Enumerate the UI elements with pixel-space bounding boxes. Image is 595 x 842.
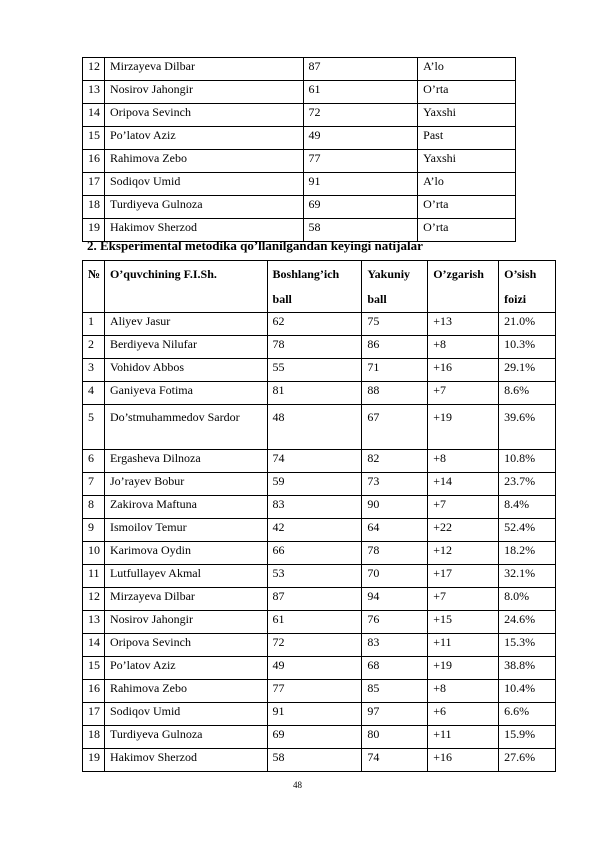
initial-score-cell: 59 (267, 473, 362, 496)
table-row (83, 336, 556, 359)
student-name-cell: Po’latov Aziz (104, 657, 267, 680)
student-name-cell: Mirzayeva Dilbar (104, 588, 267, 611)
row-number-cell: 19 (83, 219, 105, 242)
change-cell: +16 (428, 359, 499, 382)
growth-percent-cell: 10.4% (499, 680, 556, 703)
page-number: 48 (293, 780, 302, 790)
student-name-cell: Zakirova Maftuna (104, 496, 267, 519)
growth-percent-cell: 8.4% (499, 496, 556, 519)
score-cell: 69 (303, 196, 418, 219)
row-number-cell: 14 (83, 634, 105, 657)
table-row (83, 382, 556, 405)
student-name-cell: Turdiyeva Gulnoza (104, 726, 267, 749)
table-row (83, 496, 556, 519)
student-name-cell: Po’latov Aziz (104, 127, 303, 150)
growth-percent-cell: 10.8% (499, 450, 556, 473)
score-cell: 49 (303, 127, 418, 150)
grade-cell: O’rta (418, 196, 516, 219)
growth-percent-cell: 15.9% (499, 726, 556, 749)
student-name-cell: Turdiyeva Gulnoza (104, 196, 303, 219)
final-score-cell: 90 (362, 496, 428, 519)
table-row (83, 405, 556, 450)
row-number-cell: 18 (83, 726, 105, 749)
final-score-cell: 82 (362, 450, 428, 473)
final-score-cell: 76 (362, 611, 428, 634)
final-score-cell: 71 (362, 359, 428, 382)
table-row (83, 519, 556, 542)
table-row (83, 565, 556, 588)
initial-score-cell: 77 (267, 680, 362, 703)
table-row (83, 150, 516, 173)
table-row (83, 58, 516, 81)
grades-table-continued (82, 57, 516, 242)
initial-score-cell: 49 (267, 657, 362, 680)
growth-percent-cell: 32.1% (499, 565, 556, 588)
final-score-cell: 68 (362, 657, 428, 680)
student-name-cell: Berdiyeva Nilufar (104, 336, 267, 359)
student-name-cell: Do’stmuhammedov Sardor (104, 405, 267, 450)
results-header-row (83, 261, 556, 313)
table-row (83, 359, 556, 382)
final-score-cell: 75 (362, 313, 428, 336)
row-number-cell: 10 (83, 542, 105, 565)
row-number-cell: 2 (83, 336, 105, 359)
change-cell: +7 (428, 496, 499, 519)
section-title: 2. Eksperimental metodika qo’llanilgandan keyingi natijalar (87, 238, 423, 253)
row-number-cell: 9 (83, 519, 105, 542)
header-initial-score: Boshlang’ich ball (267, 261, 362, 313)
header-final-score: Yakuniy ball (362, 261, 428, 313)
final-score-cell: 80 (362, 726, 428, 749)
growth-percent-cell: 38.8% (499, 657, 556, 680)
table-row (83, 196, 516, 219)
change-cell: +16 (428, 749, 499, 772)
final-score-cell: 86 (362, 336, 428, 359)
row-number-cell: 12 (83, 58, 105, 81)
row-number-cell: 11 (83, 565, 105, 588)
growth-percent-cell: 10.3% (499, 336, 556, 359)
student-name-cell: Nosirov Jahongir (104, 81, 303, 104)
student-name-cell: Sodiqov Umid (104, 703, 267, 726)
change-cell: +11 (428, 726, 499, 749)
change-cell: +8 (428, 450, 499, 473)
growth-percent-cell: 24.6% (499, 611, 556, 634)
student-name-cell: Vohidov Abbos (104, 359, 267, 382)
score-cell: 77 (303, 150, 418, 173)
row-number-cell: 17 (83, 703, 105, 726)
student-name-cell: Sodiqov Umid (104, 173, 303, 196)
growth-percent-cell: 21.0% (499, 313, 556, 336)
row-number-cell: 15 (83, 657, 105, 680)
initial-score-cell: 72 (267, 634, 362, 657)
initial-score-cell: 83 (267, 496, 362, 519)
results-table-body (83, 313, 556, 772)
final-score-cell: 78 (362, 542, 428, 565)
grade-cell: A’lo (418, 173, 516, 196)
results-table (82, 260, 556, 772)
initial-score-cell: 66 (267, 542, 362, 565)
table-row (83, 104, 516, 127)
row-number-cell: 8 (83, 496, 105, 519)
row-number-cell: 17 (83, 173, 105, 196)
change-cell: +12 (428, 542, 499, 565)
student-name-cell: Mirzayeva Dilbar (104, 58, 303, 81)
student-name-cell: Nosirov Jahongir (104, 611, 267, 634)
header-change: O’zgarish (428, 261, 499, 313)
row-number-cell: 16 (83, 150, 105, 173)
initial-score-cell: 74 (267, 450, 362, 473)
final-score-cell: 73 (362, 473, 428, 496)
row-number-cell: 1 (83, 313, 105, 336)
grade-cell: O’rta (418, 81, 516, 104)
table-row (83, 749, 556, 772)
table-row (83, 173, 516, 196)
change-cell: +22 (428, 519, 499, 542)
final-score-cell: 70 (362, 565, 428, 588)
table-row (83, 611, 556, 634)
table-row (83, 542, 556, 565)
change-cell: +11 (428, 634, 499, 657)
final-score-cell: 74 (362, 749, 428, 772)
growth-percent-cell: 23.7% (499, 473, 556, 496)
student-name-cell: Oripova Sevinch (104, 634, 267, 657)
initial-score-cell: 61 (267, 611, 362, 634)
student-name-cell: Hakimov Sherzod (104, 749, 267, 772)
change-cell: +7 (428, 382, 499, 405)
initial-score-cell: 58 (267, 749, 362, 772)
initial-score-cell: 53 (267, 565, 362, 588)
score-cell: 72 (303, 104, 418, 127)
table-row (83, 473, 556, 496)
row-number-cell: 14 (83, 104, 105, 127)
table-row (83, 703, 556, 726)
row-number-cell: 4 (83, 382, 105, 405)
table-row (83, 726, 556, 749)
student-name-cell: Hakimov Sherzod (104, 219, 303, 242)
row-number-cell: 13 (83, 81, 105, 104)
change-cell: +8 (428, 336, 499, 359)
initial-score-cell: 48 (267, 405, 362, 450)
grade-cell: A’lo (418, 58, 516, 81)
growth-percent-cell: 18.2% (499, 542, 556, 565)
table-row (83, 680, 556, 703)
growth-percent-cell: 27.6% (499, 749, 556, 772)
table-row (83, 634, 556, 657)
row-number-cell: 18 (83, 196, 105, 219)
final-score-cell: 83 (362, 634, 428, 657)
row-number-cell: 5 (83, 405, 105, 450)
header-growth-percent: O’sish foizi (499, 261, 556, 313)
initial-score-cell: 55 (267, 359, 362, 382)
initial-score-cell: 69 (267, 726, 362, 749)
row-number-cell: 15 (83, 127, 105, 150)
initial-score-cell: 81 (267, 382, 362, 405)
change-cell: +14 (428, 473, 499, 496)
row-number-cell: 3 (83, 359, 105, 382)
change-cell: +17 (428, 565, 499, 588)
growth-percent-cell: 29.1% (499, 359, 556, 382)
table-row (83, 657, 556, 680)
row-number-cell: 19 (83, 749, 105, 772)
change-cell: +19 (428, 657, 499, 680)
student-name-cell: Rahimova Zebo (104, 680, 267, 703)
change-cell: +8 (428, 680, 499, 703)
final-score-cell: 94 (362, 588, 428, 611)
grade-cell: Past (418, 127, 516, 150)
score-cell: 87 (303, 58, 418, 81)
student-name-cell: Jo’rayev Bobur (104, 473, 267, 496)
score-cell: 61 (303, 81, 418, 104)
student-name-cell: Rahimova Zebo (104, 150, 303, 173)
grade-cell: Yaxshi (418, 104, 516, 127)
table-row (83, 313, 556, 336)
score-cell: 58 (303, 219, 418, 242)
change-cell: +15 (428, 611, 499, 634)
growth-percent-cell: 8.0% (499, 588, 556, 611)
change-cell: +6 (428, 703, 499, 726)
score-cell: 91 (303, 173, 418, 196)
table-row (83, 81, 516, 104)
row-number-cell: 13 (83, 611, 105, 634)
growth-percent-cell: 8.6% (499, 382, 556, 405)
grade-cell: O’rta (418, 219, 516, 242)
final-score-cell: 97 (362, 703, 428, 726)
table-row (83, 588, 556, 611)
initial-score-cell: 87 (267, 588, 362, 611)
final-score-cell: 67 (362, 405, 428, 450)
grade-cell: Yaxshi (418, 150, 516, 173)
change-cell: +7 (428, 588, 499, 611)
header-student-name: O’quvchining F.I.Sh. (104, 261, 267, 313)
table-row (83, 450, 556, 473)
final-score-cell: 85 (362, 680, 428, 703)
table-row (83, 127, 516, 150)
grades-table-body (83, 58, 516, 242)
row-number-cell: 6 (83, 450, 105, 473)
change-cell: +19 (428, 405, 499, 450)
growth-percent-cell: 52.4% (499, 519, 556, 542)
growth-percent-cell: 15.3% (499, 634, 556, 657)
student-name-cell: Oripova Sevinch (104, 104, 303, 127)
row-number-cell: 12 (83, 588, 105, 611)
student-name-cell: Lutfullayev Akmal (104, 565, 267, 588)
row-number-cell: 16 (83, 680, 105, 703)
student-name-cell: Karimova Oydin (104, 542, 267, 565)
initial-score-cell: 78 (267, 336, 362, 359)
student-name-cell: Ismoilov Temur (104, 519, 267, 542)
student-name-cell: Aliyev Jasur (104, 313, 267, 336)
final-score-cell: 64 (362, 519, 428, 542)
initial-score-cell: 42 (267, 519, 362, 542)
initial-score-cell: 62 (267, 313, 362, 336)
header-number: № (83, 261, 105, 313)
row-number-cell: 7 (83, 473, 105, 496)
student-name-cell: Ganiyeva Fotima (104, 382, 267, 405)
final-score-cell: 88 (362, 382, 428, 405)
change-cell: +13 (428, 313, 499, 336)
growth-percent-cell: 39.6% (499, 405, 556, 450)
student-name-cell: Ergasheva Dilnoza (104, 450, 267, 473)
growth-percent-cell: 6.6% (499, 703, 556, 726)
initial-score-cell: 91 (267, 703, 362, 726)
